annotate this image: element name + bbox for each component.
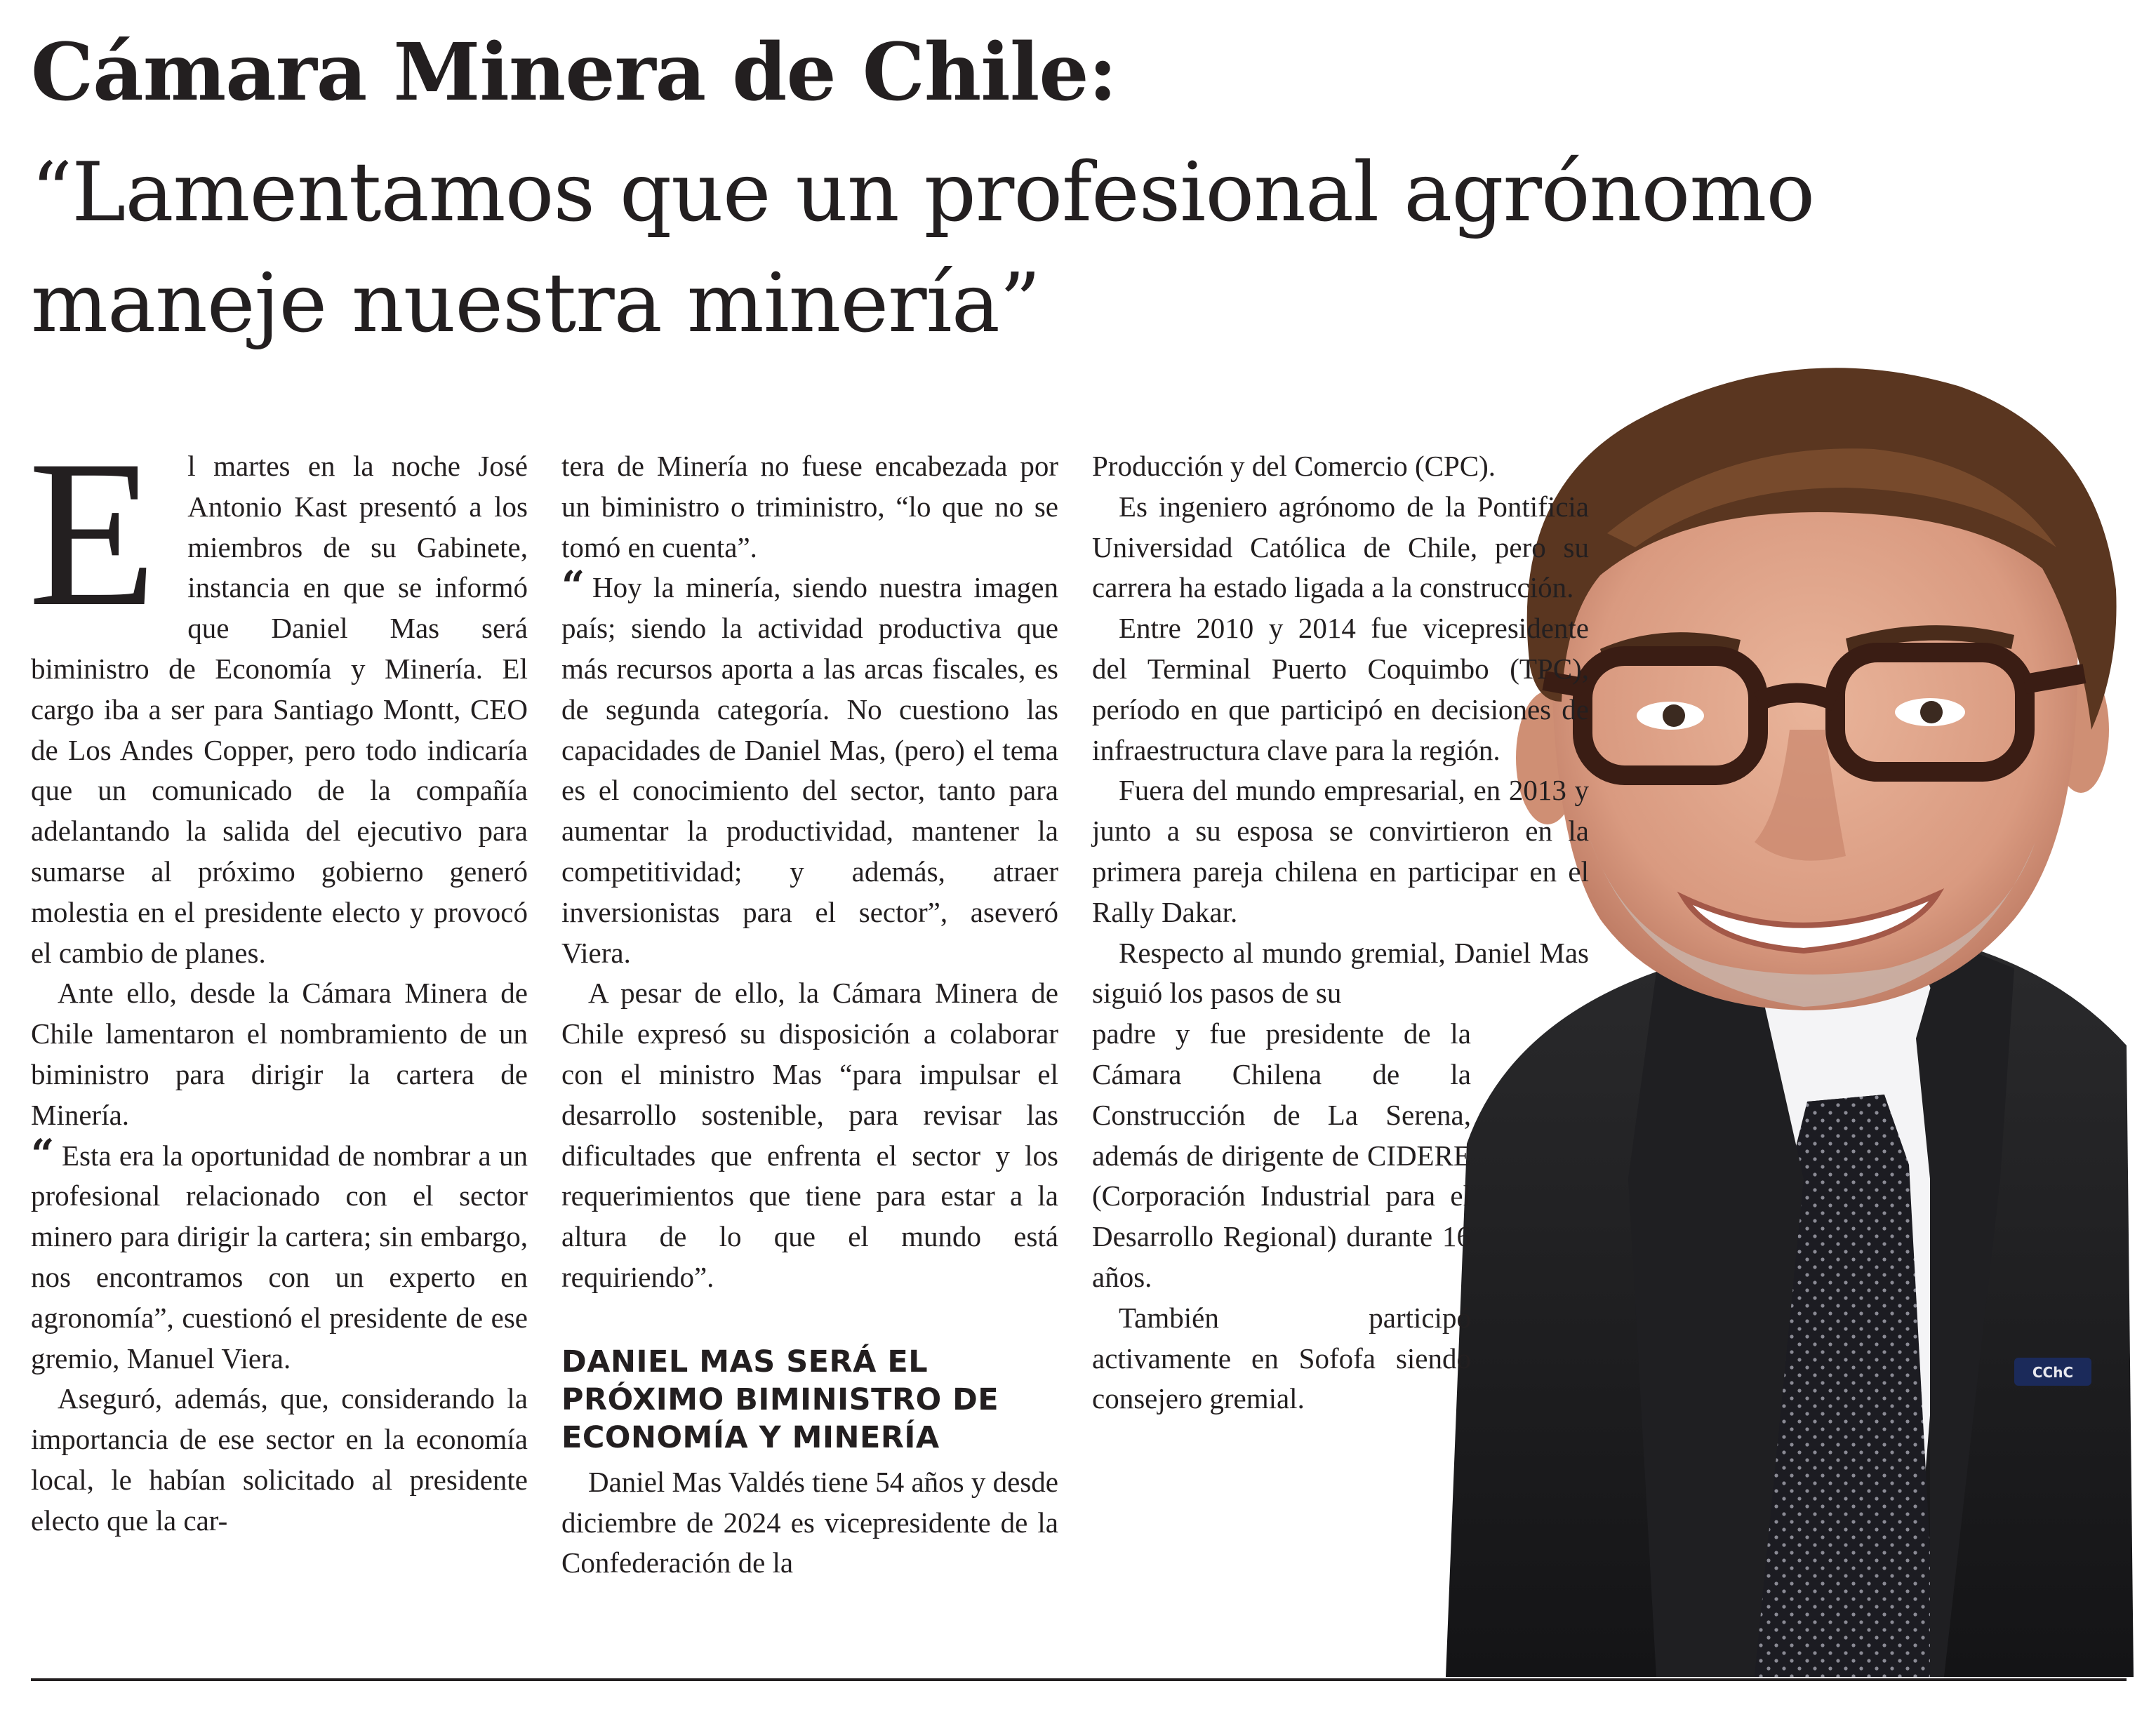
bottom-rule (31, 1678, 2127, 1681)
article-headline: “Lamentamos que un profesional agrónomo maneje nuestra minería” (31, 145, 1815, 351)
column-2 (561, 446, 1058, 1584)
quote-mark-icon: “ (31, 1130, 55, 1178)
paragraph: Entre 2010 y 2014 fue vicepresidente del Terminal Puerto Coquimbo (TPC), período en que participó en decisiones de infraestructura clave para la región. (1092, 612, 1589, 766)
column-1 (28, 417, 528, 1542)
paragraph: Es ingeniero agrónomo de la Pontificia Universidad Católica de Chile, pero su carrera ha estado ligada a la construcción. (1092, 490, 1589, 604)
paragraph: Producción y del Comercio (CPC). (1092, 450, 1496, 482)
svg-text:CChC: CChC (2032, 1364, 2074, 1381)
paragraph: Respecto al mundo gremial, Daniel Mas siguió los pasos de su (1092, 936, 1589, 1010)
paragraph: A pesar de ello, la Cámara Minera de Chile expresó su disposición a colaborar con el ministro Mas “para impulsar el desarrollo sostenible, para revisar las dificultades que enfrenta el sector y los requerimientos que tiene para estar a la altura de lo que el mundo está requiriendo”. (561, 977, 1058, 1293)
pull-quote (561, 562, 1058, 973)
quote-mark-icon: “ (561, 562, 585, 610)
section-subhead: DANIEL MAS SERÁ EL PRÓXIMO BIMINISTRO DE ECONOMÍA Y MINERÍA (561, 1344, 999, 1455)
drop-cap: E (28, 417, 157, 650)
paragraph: Ante ello, desde la Cámara Minera de Chile lamentaron el nombramiento de un biministro para dirigir la cartera de Minería. (31, 977, 528, 1131)
paragraph: tera de Minería no fuese encabezada por un biministro o triministro, “lo que no se tomó en cuenta”. (561, 450, 1058, 563)
paragraph: Aseguró, además, que, considerando la importancia de ese sector en la economía local, le habían solicitado al presidente electo que la car- (31, 1382, 528, 1537)
column-3 (1092, 446, 1589, 1419)
pull-quote (31, 1130, 528, 1379)
paragraph: Fuera del mundo empresarial, en 2013 y junto a su esposa se convirtieron en la primera pareja chilena en participar en el Rally Dakar. (1092, 774, 1589, 928)
paragraph: l martes en la noche José Antonio Kast presentó a los miembros de su Gabinete, instancia en que se informó que Daniel Mas será biministro de Economía y Minería. El cargo iba a ser para Santiago Montt, CEO de Los Andes Copper, pero todo indicaría que un comunicado de la compañía adelantando la salida del ejecutivo para sumarse al próximo gobierno generó molestia en el presidente electo y provocó el cambio de planes. (31, 450, 528, 969)
paragraph: padre y fue presidente de la Cámara Chilena de la Construcción de La Serena, además de dirigente de CIDERE (Corporación Industrial para el Desarrollo Regional) durante 16 años. (1092, 1017, 1471, 1293)
quote-text: Esta era la oportunidad de nombrar a un profesional relacionado con el sector minero para dirigir la cartera; sin embargo, nos encontramos con un experto en agronomía”, cuestionó el presidente de ese gremio, Manuel Viera. (31, 1139, 528, 1375)
paragraph: Daniel Mas Valdés tiene 54 años y desde diciembre de 2024 es vicepresidente de la Confederación de la (561, 1465, 1058, 1579)
quote-text: Hoy la minería, siendo nuestra imagen país; siendo la actividad productiva que más recursos aporta a las arcas fiscales, es de segunda categoría. No cuestiono las capacidades de Daniel Mas, (pero) el tema es el conocimiento del sector, tanto para aumentar la productividad, mantener la competitividad; y además, atraer inversionistas para el sector”, aseveró Viera. (561, 571, 1058, 969)
paragraph: También participó activamente en Sofofa siendo consejero gremial. (1092, 1301, 1471, 1415)
article-kicker: Cámara Minera de Chile: (31, 27, 1117, 119)
